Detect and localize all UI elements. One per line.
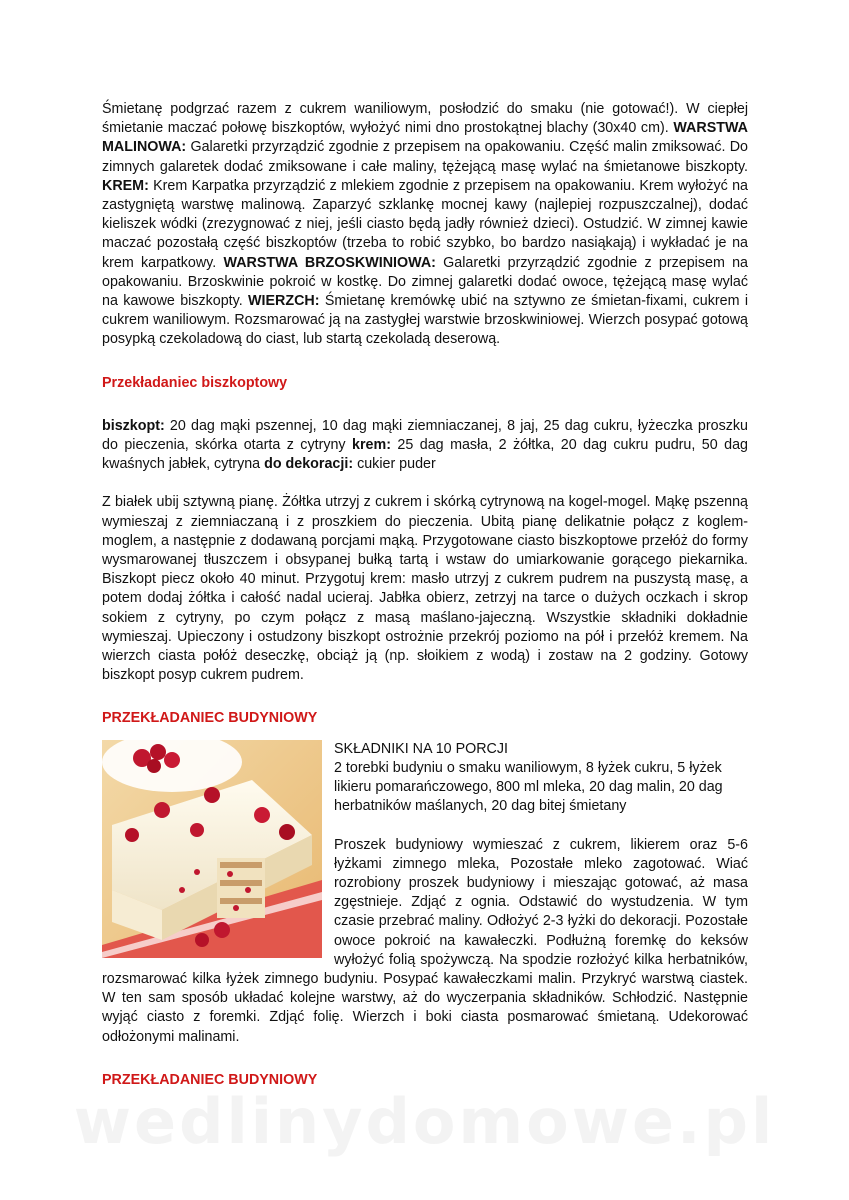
budyniowy-recipe [102,740,748,1047]
cake-photo-illustration [102,740,322,958]
recipe-title-biszkoptowy: Przekładaniec biszkoptowy [102,374,288,391]
method-paragraph-biszkoptowy: Z białek ubij sztywną pianę. Żółtka utrzyj z cukrem i skórką cytrynową na kogel-mogel. Mąkę pszenną wymieszaj z ziemniaczaną i z proszkiem do pieczenia. Ubitą pianę delikatnie połącz z koglem-moglem, a następnie z dodawaną porcjami mąką. Przygotowane ciasto biszkoptowe przełóż do formy wysmarowanej tłuszczem i obsypanej bułką tartą i wstaw do umiarkowanie gorącego piekarnika. Biszkopt piecz około 40 minut. Przygotuj krem: masło utrzyj z cukrem pudrem na puszystą masę, a potem dodaj żółtka i całość nadal ucieraj. Jabłka obierz, zetrzyj na tarce o dużych oczkach i skrop sokiem z cytryny, po czym połącz z masą maślano-jajeczną. Wszystkie składniki dokładnie wymieszaj. Upieczony i ostudzony biszkopt ostrożnie przekrój poziomo na pół i przełóż kremem. Na wierzch ciasta połóż deseczkę, obciąż ją (np. słoikiem z wodą) i zostaw na 2 godziny. Gotowy biszkopt posyp cukrem pudrem. [102,494,748,684]
servings-label: SKŁADNIKI NA 10 PORCJI [334,740,509,757]
document-page [102,100,748,1090]
watermark: wedlinydomowe.pl [73,1085,776,1158]
ingredients-budyniowy: 2 torebki budyniu o smaku waniliowym, 8 łyżek cukru, 5 łyżek likieru pomarańczowego, 800 ml mleka, 20 dag malin, 20 dag herbatników maślanych, 20 dag bitej śmietany [334,759,723,815]
ingredients-paragraph: biszkopt: 20 dag mąki pszennej, 10 dag mąki ziemniaczanej, 8 jaj, 25 dag cukru, łyżeczka proszku do pieczenia, skórka otarta z cytryny krem: 25 dag masła, 2 żółtka, 20 dag cukru pudru, 50 dag kwaśnych jabłek, cytryna do dekoracji: cukier puder [102,417,748,473]
recipe-title-budyniowy-2: PRZEKŁADANIEC BUDYNIOWY [102,1071,318,1088]
recipe-title-budyniowy: PRZEKŁADANIEC BUDYNIOWY [102,710,318,727]
cake-photo [102,740,322,958]
intro-paragraph: Śmietanę podgrzać razem z cukrem waniliowym, posłodzić do smaku (nie gotować!). W ciepłej śmietanie maczać połowę biszkoptów, wyłożyć nimi dno prostokątnej blachy (30x40 cm). WARSTWA MALINOWA: Galaretki przyrządzić zgodnie z przepisem na opakowaniu. Część malin zmiksować. Do zimnych galaretek dodać zmiksowane i całe maliny, tężejącą masę wylać na śmietanowe biszkopty. KREM: Krem Karpatka przyrządzić z mlekiem zgodnie z przepisem na opakowaniu. Krem wyłożyć na zastygniętą warstwę malinową. Zaparzyć szklankę mocnej kawy (najlepiej rozpuszczalnej), dodać kieliszek wódki (zrezygnować z niej, jeśli ciasto będą jadły również dzieci). Ostudzić. W zimnej kawie maczać pozostałą część biszkoptów (trzeba to robić szybko, bo bardzo nasiąkają) i wykładać je na krem karpatkowy. WARSTWA BRZOSKWINIOWA: Galaretki przyrządzić zgodnie z przepisem na opakowaniu. Brzoskwinie pokroić w kostkę. Do zimnej galaretki dodać owoce, tężejącą masę wylać na kawowe biszkopty. WIERZCH: Śmietanę kremówkę ubić na sztywno ze śmietan-fixami, cukrem i cukrem waniliowym. Rozsmarować ją na zastygłej warstwie brzoskwiniowej. Wierzch posypać gotową posypką czekoladową do ciast, lub startą czekoladą deserową. [102,101,749,348]
method-paragraph-budyniowy: Proszek budyniowy wymieszać z cukrem, likierem oraz 5-6 łyżkami zimnego mleka, Pozostałe mleko zagotować. Wiać rozrobiony proszek budyniowy i mieszając gotować, aż masa zgęstnieje. Zdjąć z ognia. Odstawić do wystudzenia. W tym czasie przebrać maliny. Odłożyć 2-3 łyżki do dekoracji. Pozostałe owoce pokroić na kawałeczki. Podłużną foremkę do keksów wyłożyć folią spożywczą. Na spodzie rozłożyć kilka herbatników, rozsmarować kilka łyżek zimnego budyniu. Posypać kawałeczkami malin. Przykryć warstwą ciastek. W ten sam sposób układać kolejne warstwy, aż do wyczerpania składników. Schłodzić. Następnie wyjąć ciasto z foremki. Zdjąć folię. Wierzch i boki ciasta posmarować śmietaną. Udekorować odłożonymi malinami. [102,836,748,1045]
